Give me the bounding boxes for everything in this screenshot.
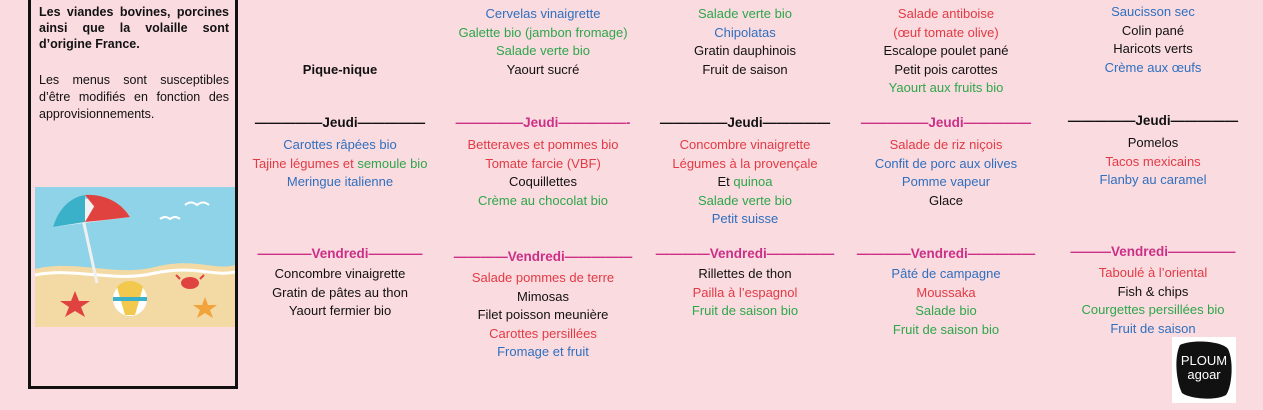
menu-item-text: (œuf tomate olive) bbox=[893, 24, 999, 40]
menu-item bbox=[1033, 153, 1263, 172]
menu-item bbox=[1033, 134, 1263, 153]
menu-item bbox=[1033, 301, 1263, 320]
menu-item bbox=[1033, 264, 1263, 283]
menu-item-text: Taboulé à l’oriental bbox=[1098, 265, 1208, 280]
menu-vendredi-4 bbox=[1033, 264, 1263, 338]
menu-item bbox=[1033, 22, 1263, 41]
menu-item-text: Betteraves et pommes bio bbox=[467, 137, 619, 152]
menu-item-text: Galette bio (jambon fromage) bbox=[458, 24, 628, 40]
menu-item-text: Haricots verts bbox=[1113, 41, 1193, 56]
menu-item bbox=[826, 79, 1066, 98]
day-header-vendredi: ———Vendredi————— bbox=[1070, 244, 1236, 259]
day-header-jeudi: —————Jeudi—————- bbox=[455, 115, 631, 130]
menu-vendredi-3 bbox=[826, 265, 1066, 339]
day-header-vendredi: ————Vendredi————— bbox=[453, 249, 633, 264]
menu-item-text: Cervelas vinaigrette bbox=[485, 6, 601, 21]
menu-item-text: Yaourt sucré bbox=[506, 61, 580, 77]
menu-item-text: Petit pois carottes bbox=[894, 61, 998, 77]
menu-item bbox=[826, 5, 1066, 24]
logo-line1: PLOUM bbox=[1180, 353, 1228, 368]
menu-item-text: Fruit de saison bbox=[702, 61, 788, 77]
notice-panel bbox=[28, 0, 238, 389]
menu-item-text: Saucisson sec bbox=[1111, 4, 1195, 19]
menu-item-text: Flanby au caramel bbox=[1099, 172, 1207, 187]
menu-item bbox=[826, 155, 1066, 174]
menu-item-text: Pomme vapeur bbox=[901, 174, 991, 189]
menu-item-text: Glace bbox=[929, 192, 963, 208]
menu-item-text: Crème aux œufs bbox=[1104, 59, 1202, 75]
menu-jeudi-3 bbox=[826, 136, 1066, 210]
menu-top-4 bbox=[1033, 3, 1263, 77]
day-header-vendredi: ————Vendredi———— bbox=[257, 246, 423, 261]
notice-title: Les viandes bovines, porcines ainsi que la volaille sont d’origine France. bbox=[39, 5, 229, 51]
menu-item-text: Salade antiboise bbox=[897, 6, 995, 21]
day-header-vendredi: ————Vendredi————— bbox=[856, 246, 1036, 261]
menu-item bbox=[826, 136, 1066, 155]
day-header-jeudi: —————Jeudi————— bbox=[860, 115, 1032, 130]
menu-item-text: Carottes râpées bio bbox=[283, 137, 397, 152]
logo-line2: agoar bbox=[1187, 367, 1221, 382]
menu-item-text: Coquillettes bbox=[509, 174, 577, 189]
menu-item-text: Salade bio bbox=[915, 303, 977, 318]
menu-item-text: Courgettes persillées bio bbox=[1081, 302, 1225, 317]
menu-item bbox=[625, 210, 865, 229]
menu-item bbox=[1033, 171, 1263, 190]
day-header-jeudi: —————Jeudi————— bbox=[254, 115, 426, 130]
menu-item bbox=[826, 284, 1066, 303]
menu-item-text: Yaourt fermier bio bbox=[288, 303, 392, 318]
menu-item bbox=[1033, 283, 1263, 302]
day-header-vendredi: ————Vendredi————— bbox=[655, 246, 835, 261]
menu-item-text: Salade de riz niçois bbox=[889, 137, 1003, 152]
menu-item-text: Yaourt aux fruits bio bbox=[888, 80, 1004, 95]
menu-item-text: Fruit de saison bbox=[1110, 320, 1196, 336]
menu-item bbox=[826, 302, 1066, 321]
menu-item-text: Escalope poulet pané bbox=[883, 43, 1009, 58]
menu-item-text: Confit de porc aux olives bbox=[874, 155, 1018, 171]
menu-item-text: Crème au chocolat bio bbox=[477, 192, 609, 208]
menu-item-text: Salade verte bio bbox=[698, 192, 792, 208]
menu-item-text: Tajine légumes et bbox=[252, 155, 354, 171]
menu-item bbox=[1033, 320, 1263, 339]
menu-item bbox=[1033, 3, 1263, 22]
menu-item-text: Chipolatas bbox=[714, 24, 776, 40]
menu-item-text: Pomelos bbox=[1127, 135, 1179, 150]
menu-item bbox=[826, 173, 1066, 192]
menu-item bbox=[826, 265, 1066, 284]
menu-item-text: Tomate farcie (VBF) bbox=[485, 155, 601, 171]
menu-item-text: Gratin dauphinois bbox=[694, 43, 796, 58]
menu-item-extra: quinoa bbox=[729, 174, 773, 189]
menu-item bbox=[826, 61, 1066, 80]
menu-item-text: Fish & chips bbox=[1117, 283, 1189, 299]
menu-item-text: Filet poisson meunière bbox=[477, 307, 609, 322]
menu-item-text: Et bbox=[717, 174, 730, 189]
menu-item bbox=[423, 325, 663, 344]
menu-item-text: Petit suisse bbox=[711, 211, 779, 226]
menu-item bbox=[1033, 40, 1263, 59]
menu-item-text: Gratin de pâtes au thon bbox=[272, 284, 408, 300]
menu-item-text: Carottes persillées bbox=[489, 325, 597, 341]
menu-item bbox=[1033, 59, 1263, 78]
menu-item-text: Moussaka bbox=[916, 284, 976, 300]
menu-item-text: Rillettes de thon bbox=[698, 266, 792, 281]
beach-illustration bbox=[35, 187, 235, 327]
day-header-jeudi: —————Jeudi————— bbox=[1067, 113, 1239, 128]
menu-top-3 bbox=[826, 5, 1066, 98]
menu-item-text: Meringue italienne bbox=[286, 174, 394, 189]
menu-item-text: Fruit de saison bio bbox=[892, 321, 1000, 337]
menu-item-text: Légumes à la provençale bbox=[672, 155, 818, 171]
menu-item bbox=[423, 343, 663, 362]
menu-item-text: Salade verte bio bbox=[496, 43, 590, 58]
menu-item-text: Pailla à l’espagnol bbox=[692, 284, 798, 300]
day-header-jeudi: —————Jeudi————— bbox=[659, 115, 831, 130]
menu-item-text: Concombre vinaigrette bbox=[679, 137, 811, 152]
menu-item-text: Tacos mexicains bbox=[1105, 153, 1201, 169]
ploum-agoar-logo bbox=[1172, 337, 1236, 403]
menu-item bbox=[826, 192, 1066, 211]
menu-jeudi-4 bbox=[1033, 134, 1263, 190]
pique-nique-label: Pique-nique bbox=[302, 62, 378, 77]
menu-item bbox=[826, 24, 1066, 43]
menu-item bbox=[826, 321, 1066, 340]
menu-item-text: Concombre vinaigrette bbox=[274, 266, 406, 281]
menu-item-text: Fromage et fruit bbox=[497, 344, 589, 359]
menu-item bbox=[826, 42, 1066, 61]
menu-item-text: Salade pommes de terre bbox=[471, 270, 615, 285]
menu-item-text: Salade verte bio bbox=[698, 6, 792, 21]
menu-item-extra: semoule bio bbox=[353, 155, 428, 171]
menu-item-text: Fruit de saison bio bbox=[691, 303, 799, 318]
menu-item-text: Colin pané bbox=[1121, 22, 1185, 38]
menu-item-text: Mimosas bbox=[516, 288, 569, 304]
notice-body: Les menus sont susceptibles d’être modifiés en fonction des approvisionnements. bbox=[39, 73, 229, 121]
menu-item-text: Pâté de campagne bbox=[891, 266, 1001, 281]
